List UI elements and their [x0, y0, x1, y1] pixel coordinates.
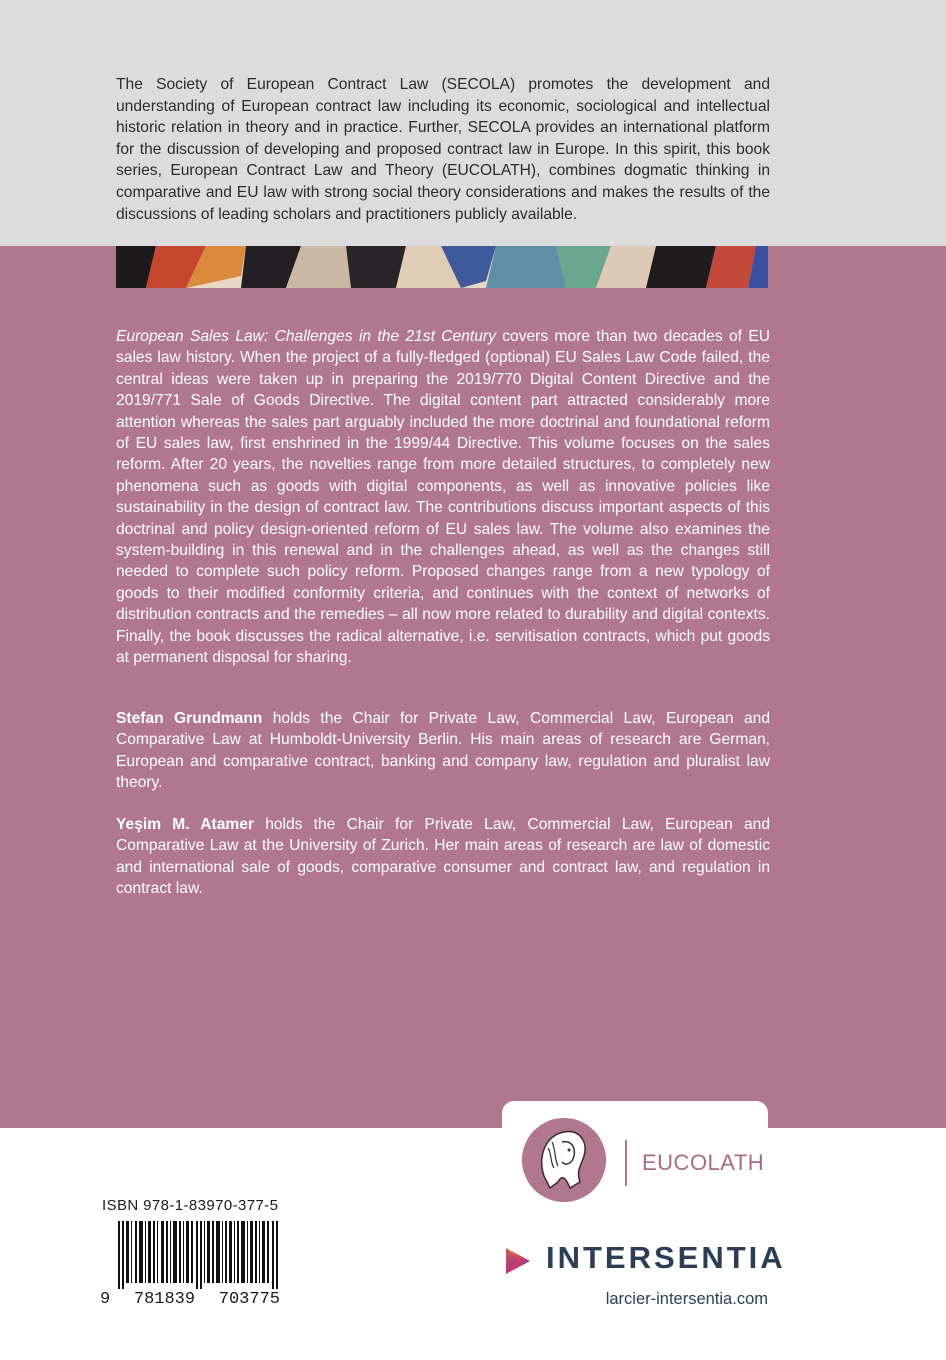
publisher-url: larcier-intersentia.com: [605, 1290, 768, 1308]
author-name: Stefan Grundmann: [116, 710, 263, 727]
barcode-digit-group: 703775: [218, 1290, 280, 1309]
author-bio: [116, 814, 770, 900]
series-divider: [625, 1140, 627, 1186]
author-bio: [116, 708, 770, 794]
series-intro-text: The Society of European Contract Law (SECOLA) promotes the development and understanding of European contract law including its economic, sociological and intellectual historic relation in theory and in practice. Further, SECOLA provides an international platform for the discussion of developing and proposed contract law in Europe. In this spirit, this book series, European Contract Law and Theory (EUCOLATH), combines dogmatic thinking in comparative and EU law with strong social theory considerations and makes the results of the discussions of leading scholars and practitioners publicly available.: [116, 76, 770, 223]
intersentia-logo-icon: [502, 1244, 534, 1278]
book-description: [116, 326, 770, 669]
barcode-digit-group: 781839: [133, 1290, 196, 1309]
abstract-painting-image: [116, 246, 768, 288]
barcode-image: [118, 1221, 278, 1289]
book-title: European Sales Law: Challenges in the 21st Century: [116, 328, 496, 345]
woman-portrait-icon: [522, 1118, 606, 1202]
book-description-body: covers more than two decades of EU sales law history. When the project of a fully-fledged (optional) EU Sales Law Code failed, the central ideas were taken up in preparing the 2019/770 Digital Content Directive and the 2019/771 Sale of Goods Directive. The digital content part attracted considerably more attention whereas the sales part arguably included the more doctrinal and foundational reform of EU sales law, first enshrined in the 1999/44 Directive. This volume focuses on the sales reform. After 20 years, the novelties range from more detailed structures, to completely new phenomena such as goods with digital components, as well as innovative policies like sustainability in the design of contract law. The contributions discuss important aspects of this doctrinal and policy design-oriented reform of EU sales law. The volume also examines the system-building in this renewal and in the challenges ahead, as well as the changes still needed to complete such policy reform. Proposed changes range from a new typology of goods to their modified conformity criteria, and continues with the context of networks of distribution contracts and the remedies – all now more related to durability and digital contexts. Finally, the book discusses the radical alternative, i.e. servitisation contracts, which put goods at permanent disposal for sharing.: [116, 328, 770, 667]
barcode-digit-group: 9: [100, 1290, 111, 1309]
author-bio-text: holds the Chair for Private Law, Commercial Law, European and Comparative Law at the University of Zurich. Her main areas of research are law of domestic and international sale of goods, comparative consumer and contract law, and regulation in contract law.: [116, 816, 770, 898]
cover-artwork-strip: [116, 246, 768, 288]
isbn-label: ISBN 978-1-83970-377-5: [102, 1197, 279, 1214]
author-bio-text: holds the Chair for Private Law, Commercial Law, European and Comparative Law at Humboldt-University Berlin. His main areas of research are German, European and comparative contract, banking and company law, regulation and pluralist law theory.: [116, 710, 770, 792]
barcode-digits: [100, 1290, 280, 1309]
series-name: EUCOLATH: [642, 1150, 765, 1175]
publisher-name: INTERSENTIA: [546, 1240, 786, 1275]
author-name: Yeşim M. Atamer: [116, 816, 254, 833]
